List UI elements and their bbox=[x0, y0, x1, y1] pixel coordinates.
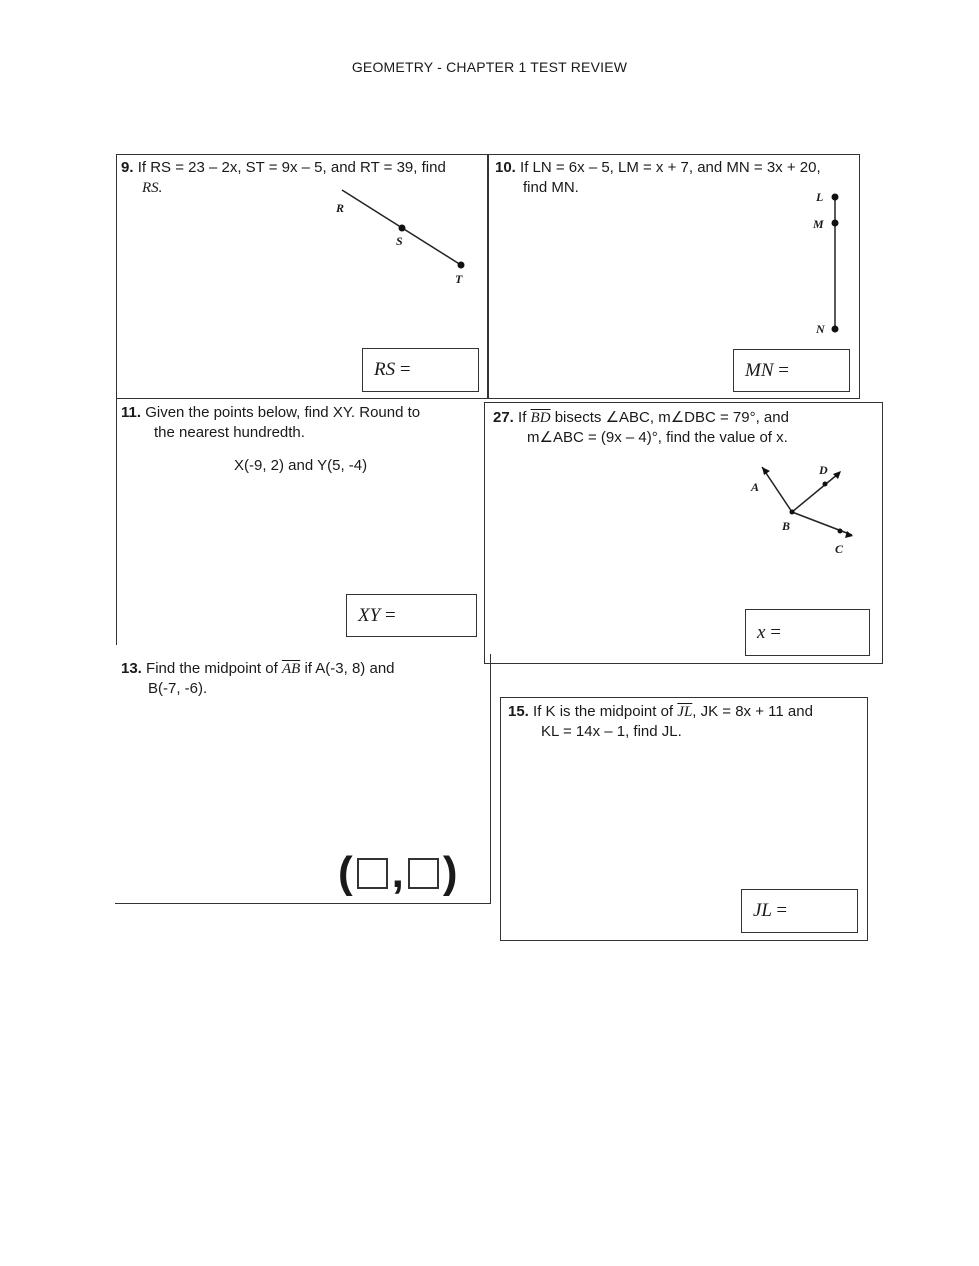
problem-9-number: 9. bbox=[121, 159, 134, 176]
problem-10-line2: find MN. bbox=[523, 179, 579, 196]
problem-10-line1: If LN = 6x – 5, LM = x + 7, and MN = 3x + 20, bbox=[520, 159, 821, 176]
problem-11-line1: Given the points below, find XY. Round to bbox=[145, 404, 421, 421]
xy-answer-label: XY bbox=[358, 605, 381, 626]
problem-15-number: 15. bbox=[508, 703, 529, 720]
problem-13-line1-end: if A(-3, 8) and bbox=[304, 660, 395, 677]
rs-equals: = bbox=[399, 359, 411, 380]
problem-13-line1: Find the midpoint of bbox=[146, 660, 278, 677]
segment-jl-label: $\overline{JL}$ bbox=[677, 704, 693, 720]
problem-15-line1-end: , JK = 8x + 11 and bbox=[692, 703, 813, 720]
point-n-label: N bbox=[816, 322, 825, 336]
point-d-dot bbox=[823, 482, 828, 487]
problem-27-line1: bisects ∠ABC, m∠DBC = 79°, and bbox=[554, 409, 789, 426]
problem-11-line2: the nearest hundredth. bbox=[154, 424, 305, 441]
midpoint-close-paren: ) bbox=[442, 848, 458, 897]
point-s-label: S bbox=[396, 234, 403, 248]
problem-13-line2: B(-7, -6). bbox=[148, 680, 208, 697]
x-answer-label: x bbox=[757, 622, 766, 643]
problem-27-line2: m∠ABC = (9x – 4)°, find the value of x. bbox=[527, 429, 788, 446]
point-m-label: M bbox=[813, 217, 824, 231]
jl-equals: = bbox=[776, 900, 788, 921]
midpoint-comma: , bbox=[391, 848, 404, 897]
problem-27-if: If bbox=[518, 409, 527, 426]
point-d-label: D bbox=[819, 463, 828, 477]
problem-11-points: X(-9, 2) and Y(5, -4) bbox=[234, 457, 368, 474]
problem-13-number: 13. bbox=[121, 660, 142, 677]
point-l-label: L bbox=[816, 190, 824, 204]
jl-answer-label: JL bbox=[753, 900, 772, 921]
ray-bd-label: $\overline{BD}$ bbox=[530, 410, 551, 426]
problem-15-line1: If K is the midpoint of bbox=[533, 703, 674, 720]
point-r-label: R bbox=[336, 201, 345, 215]
problem-9-line2: RS. bbox=[142, 180, 163, 196]
problem-13-text bbox=[121, 659, 486, 699]
midpoint-open-paren: ( bbox=[338, 848, 353, 897]
point-c-label: C bbox=[835, 542, 844, 556]
midpoint-y-input[interactable] bbox=[408, 858, 439, 889]
x-answer-box[interactable] bbox=[745, 609, 870, 656]
problem-27-number: 27. bbox=[493, 409, 514, 426]
jl-answer-box[interactable] bbox=[741, 889, 858, 933]
problem-9-line1: If RS = 23 – 2x, ST = 9x – 5, and RT = 39, find bbox=[137, 159, 446, 176]
point-t-label: T bbox=[455, 272, 463, 286]
mn-answer-label: MN bbox=[745, 360, 774, 381]
point-b-label: B bbox=[782, 519, 791, 533]
mn-equals: = bbox=[778, 360, 789, 381]
page-title: GEOMETRY - CHAPTER 1 TEST REVIEW bbox=[351, 59, 628, 75]
problem-10-number: 10. bbox=[495, 159, 516, 176]
midpoint-answer bbox=[338, 848, 458, 898]
problem-15-text bbox=[508, 702, 863, 742]
x-equals: = bbox=[770, 622, 781, 643]
xy-equals: = bbox=[384, 605, 396, 626]
point-a-label: A bbox=[751, 480, 760, 494]
problem-11-number: 11. bbox=[121, 404, 142, 421]
segment-ab-label: $\overline{AB}$ bbox=[281, 661, 301, 677]
midpoint-x-input[interactable] bbox=[357, 858, 388, 889]
problem-15-line2: KL = 14x – 1, find JL. bbox=[541, 723, 682, 740]
vertex-b-dot bbox=[790, 510, 795, 515]
point-c-dot bbox=[838, 529, 843, 534]
rs-answer-label: RS bbox=[374, 359, 396, 380]
